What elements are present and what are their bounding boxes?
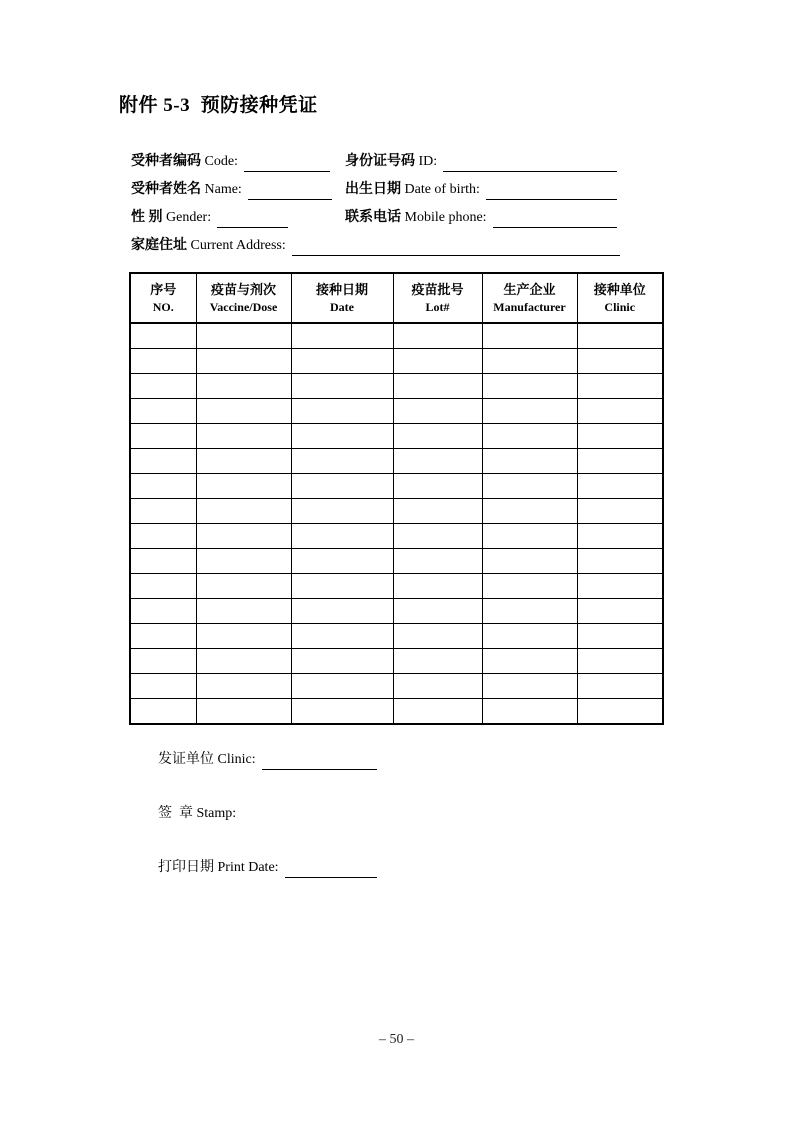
table-cell bbox=[291, 624, 393, 649]
table-cell bbox=[196, 699, 291, 725]
table-cell bbox=[130, 549, 196, 574]
field-code-label bbox=[131, 152, 238, 172]
table-cell bbox=[130, 499, 196, 524]
table-cell bbox=[393, 699, 482, 725]
table-row bbox=[130, 449, 663, 474]
table-cell bbox=[482, 699, 577, 725]
col-header-no-zh: 序号 bbox=[150, 281, 177, 297]
field-stamp bbox=[158, 802, 377, 824]
table-cell bbox=[130, 449, 196, 474]
table-row bbox=[130, 549, 663, 574]
table-cell bbox=[130, 349, 196, 374]
table-row bbox=[130, 374, 663, 399]
col-header-date-zh: 接种日期 bbox=[315, 281, 368, 297]
table-row bbox=[130, 474, 663, 499]
field-id-label bbox=[345, 152, 437, 172]
field-print-date-label-en: Print Date: bbox=[217, 860, 279, 875]
field-phone-blank-line bbox=[493, 211, 617, 228]
table-cell bbox=[291, 599, 393, 624]
table-cell bbox=[393, 474, 482, 499]
page-title: 附件 5-3 预防接种凭证 bbox=[119, 95, 318, 116]
table-cell bbox=[130, 323, 196, 349]
table-cell bbox=[196, 399, 291, 424]
col-header-date-en: Date bbox=[330, 299, 354, 314]
field-dob-blank-line bbox=[486, 183, 617, 200]
form-row-3 bbox=[131, 206, 631, 234]
table-cell bbox=[393, 649, 482, 674]
table-cell bbox=[482, 599, 577, 624]
table-cell bbox=[196, 599, 291, 624]
field-id-blank-line bbox=[443, 155, 617, 172]
table-cell bbox=[482, 499, 577, 524]
field-address bbox=[131, 234, 620, 256]
table-row bbox=[130, 323, 663, 349]
table-row bbox=[130, 424, 663, 449]
table-cell bbox=[393, 349, 482, 374]
table-cell bbox=[130, 699, 196, 725]
table-cell bbox=[482, 624, 577, 649]
table-cell bbox=[291, 499, 393, 524]
table-cell bbox=[577, 699, 663, 725]
col-header-lot bbox=[393, 273, 482, 323]
page-number: – 50 – bbox=[379, 1032, 414, 1047]
table-cell bbox=[577, 574, 663, 599]
col-header-manufacturer-en: Manufacturer bbox=[493, 299, 566, 314]
form-row-1 bbox=[131, 150, 631, 178]
table-cell bbox=[482, 649, 577, 674]
field-print-date-label bbox=[158, 858, 279, 878]
table-cell bbox=[130, 649, 196, 674]
field-issuer bbox=[158, 748, 377, 770]
table-cell bbox=[291, 374, 393, 399]
table-cell bbox=[482, 449, 577, 474]
table-cell bbox=[393, 374, 482, 399]
table-cell bbox=[130, 524, 196, 549]
field-address-blank-line bbox=[292, 239, 620, 256]
field-name-label-en: Name: bbox=[204, 182, 242, 197]
col-header-clinic-en: Clinic bbox=[604, 299, 636, 314]
table-cell bbox=[291, 323, 393, 349]
table-cell bbox=[577, 399, 663, 424]
table-cell bbox=[291, 474, 393, 499]
table-row bbox=[130, 499, 663, 524]
table-cell bbox=[482, 399, 577, 424]
table-cell bbox=[577, 474, 663, 499]
table-cell bbox=[291, 649, 393, 674]
table-cell bbox=[577, 449, 663, 474]
table-cell bbox=[577, 424, 663, 449]
table-row bbox=[130, 349, 663, 374]
table-cell bbox=[393, 574, 482, 599]
table-cell bbox=[196, 374, 291, 399]
field-gender-blank-line bbox=[217, 211, 288, 228]
table-cell bbox=[196, 649, 291, 674]
form-row-4 bbox=[131, 234, 631, 262]
table-cell bbox=[130, 574, 196, 599]
table-cell bbox=[577, 674, 663, 699]
table-cell bbox=[393, 624, 482, 649]
table-cell bbox=[577, 524, 663, 549]
field-dob-label-zh: 出生日期 bbox=[345, 182, 401, 197]
table-row bbox=[130, 574, 663, 599]
table-cell bbox=[196, 524, 291, 549]
table-cell bbox=[577, 599, 663, 624]
col-header-no bbox=[130, 273, 196, 323]
field-phone-label-en: Mobile phone: bbox=[404, 210, 487, 225]
field-address-label-en: Current Address: bbox=[190, 238, 286, 253]
col-header-manufacturer-zh: 生产企业 bbox=[503, 281, 556, 297]
field-dob-label bbox=[345, 180, 480, 200]
field-stamp-label bbox=[158, 804, 236, 824]
table-cell bbox=[482, 374, 577, 399]
field-print-date-blank-line bbox=[285, 861, 377, 878]
table-cell bbox=[393, 524, 482, 549]
field-print-date-label-zh: 打印日期 bbox=[158, 860, 214, 875]
field-issuer-blank-line bbox=[262, 753, 377, 770]
table-row bbox=[130, 524, 663, 549]
table-cell bbox=[393, 449, 482, 474]
field-dob bbox=[345, 178, 617, 200]
field-name-blank-line bbox=[248, 183, 332, 200]
field-gender-label-en: Gender: bbox=[166, 210, 212, 225]
table-cell bbox=[196, 349, 291, 374]
table-cell bbox=[577, 499, 663, 524]
table-row bbox=[130, 399, 663, 424]
field-id-label-zh: 身份证号码 bbox=[345, 154, 415, 169]
field-gender bbox=[131, 206, 288, 228]
table-cell bbox=[482, 424, 577, 449]
col-header-vaccine-dose-en: Vaccine/Dose bbox=[209, 299, 278, 314]
field-issuer-label-zh: 发证单位 bbox=[158, 752, 214, 767]
table-cell bbox=[482, 549, 577, 574]
table-cell bbox=[393, 424, 482, 449]
table-cell bbox=[291, 699, 393, 725]
field-issuer-label bbox=[158, 750, 256, 770]
table-cell bbox=[577, 624, 663, 649]
table-cell bbox=[482, 323, 577, 349]
table-cell bbox=[130, 374, 196, 399]
field-dob-label-en: Date of birth: bbox=[404, 182, 480, 197]
table-cell bbox=[291, 449, 393, 474]
field-code-blank-line bbox=[244, 155, 330, 172]
table-cell bbox=[291, 399, 393, 424]
table-cell bbox=[196, 549, 291, 574]
table-cell bbox=[577, 323, 663, 349]
field-address-label-zh: 家庭住址 bbox=[131, 238, 187, 253]
field-code-label-zh: 受种者编码 bbox=[131, 154, 201, 169]
col-header-no-en: NO. bbox=[152, 299, 174, 314]
table-row bbox=[130, 649, 663, 674]
table-cell bbox=[577, 374, 663, 399]
field-stamp-label-en: Stamp: bbox=[196, 806, 237, 821]
table-cell bbox=[130, 599, 196, 624]
field-id bbox=[345, 150, 617, 172]
table-cell bbox=[577, 349, 663, 374]
field-issuer-label-en: Clinic: bbox=[217, 752, 256, 767]
table-cell bbox=[291, 524, 393, 549]
table-cell bbox=[291, 574, 393, 599]
col-header-clinic-zh: 接种单位 bbox=[593, 281, 646, 297]
table-row bbox=[130, 599, 663, 624]
table-cell bbox=[130, 399, 196, 424]
table-cell bbox=[196, 499, 291, 524]
table-cell bbox=[196, 474, 291, 499]
col-header-vaccine-dose bbox=[196, 273, 291, 323]
table-cell bbox=[130, 424, 196, 449]
table-cell bbox=[393, 399, 482, 424]
field-print-date bbox=[158, 856, 377, 878]
field-code bbox=[131, 150, 330, 172]
table-cell bbox=[482, 349, 577, 374]
table-cell bbox=[291, 549, 393, 574]
col-header-clinic bbox=[577, 273, 663, 323]
table-cell bbox=[291, 424, 393, 449]
field-address-label bbox=[131, 236, 286, 256]
table-cell bbox=[577, 649, 663, 674]
table-cell bbox=[393, 323, 482, 349]
field-id-label-en: ID: bbox=[418, 154, 438, 169]
table-cell bbox=[291, 674, 393, 699]
table-cell bbox=[196, 624, 291, 649]
field-name-label bbox=[131, 180, 242, 200]
table-cell bbox=[196, 449, 291, 474]
col-header-lot-zh: 疫苗批号 bbox=[411, 281, 464, 297]
table-cell bbox=[393, 549, 482, 574]
table-row bbox=[130, 674, 663, 699]
table-cell bbox=[393, 599, 482, 624]
table-cell bbox=[482, 524, 577, 549]
field-stamp-label-zh: 签 章 bbox=[158, 806, 193, 821]
field-phone bbox=[345, 206, 617, 228]
table-cell bbox=[130, 674, 196, 699]
table-cell bbox=[393, 499, 482, 524]
field-phone-label-zh: 联系电话 bbox=[345, 210, 401, 225]
form-row-2 bbox=[131, 178, 631, 206]
col-header-date bbox=[291, 273, 393, 323]
table-cell bbox=[393, 674, 482, 699]
col-header-manufacturer bbox=[482, 273, 577, 323]
table-cell bbox=[482, 574, 577, 599]
table-cell bbox=[196, 674, 291, 699]
table-header-row bbox=[130, 273, 663, 323]
table-cell bbox=[130, 474, 196, 499]
col-header-vaccine-dose-zh: 疫苗与剂次 bbox=[210, 281, 276, 297]
table-cell bbox=[130, 624, 196, 649]
table-cell bbox=[482, 674, 577, 699]
field-name-label-zh: 受种者姓名 bbox=[131, 182, 201, 197]
table-cell bbox=[196, 574, 291, 599]
field-name bbox=[131, 178, 332, 200]
table-cell bbox=[196, 323, 291, 349]
patient-info-form bbox=[131, 150, 631, 262]
table-cell bbox=[577, 549, 663, 574]
field-code-label-en: Code: bbox=[204, 154, 238, 169]
vaccination-table-body bbox=[130, 323, 663, 724]
table-cell bbox=[482, 474, 577, 499]
table-cell bbox=[291, 349, 393, 374]
vaccination-record-table bbox=[129, 272, 664, 725]
field-phone-label bbox=[345, 208, 487, 228]
table-cell bbox=[196, 424, 291, 449]
field-gender-label bbox=[131, 208, 211, 228]
col-header-lot-en: Lot# bbox=[425, 299, 450, 314]
certificate-footer bbox=[158, 748, 377, 910]
field-gender-label-zh: 性 别 bbox=[131, 210, 163, 225]
table-row bbox=[130, 699, 663, 725]
table-row bbox=[130, 624, 663, 649]
